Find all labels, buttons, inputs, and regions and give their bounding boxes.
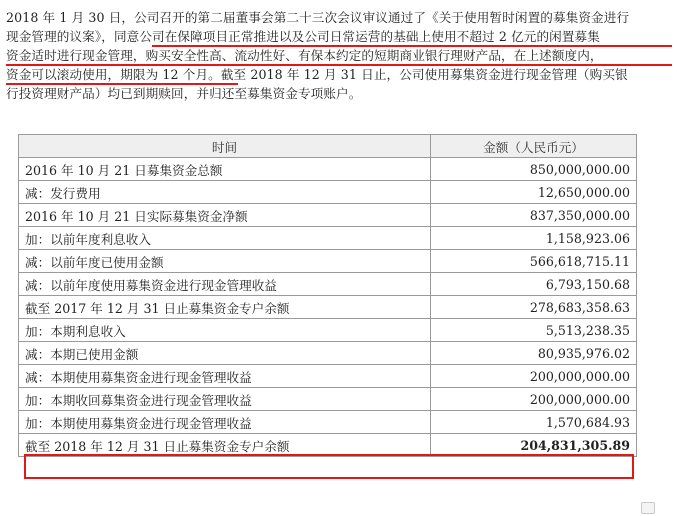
row-label: 截至 2017 年 12 月 31 日止募集资金专户余额 — [19, 296, 431, 319]
row-label: 减：本期已使用金额 — [19, 342, 431, 365]
row-amount: 278,683,358.63 — [431, 296, 637, 319]
paragraph — [6, 8, 674, 103]
row-amount: 6,793,150.68 — [431, 273, 637, 296]
table-row — [19, 388, 637, 411]
row-label: 截至 2018 年 12 月 31 日止募集资金专户余额 — [19, 434, 431, 457]
fund-table — [18, 134, 637, 457]
row-label: 加：本期使用募集资金进行现金管理收益 — [19, 411, 431, 434]
paragraph-line: 资金适时进行现金管理，购买安全性高、流动性好、有保本约定的短期商业银行理财产品，在上述额度内， — [6, 48, 603, 63]
row-label: 2016 年 10 月 21 日实际募集资金净额 — [19, 204, 431, 227]
highlight-box — [24, 454, 634, 479]
row-amount: 1,570,684.93 — [431, 411, 637, 434]
table-header-row — [19, 135, 637, 158]
row-label: 减：本期使用募集资金进行现金管理收益 — [19, 365, 431, 388]
table-row — [19, 204, 637, 227]
table-row — [19, 227, 637, 250]
row-amount: 200,000,000.00 — [431, 365, 637, 388]
row-amount: 200,000,000.00 — [431, 388, 637, 411]
row-label: 加：本期利息收入 — [19, 319, 431, 342]
row-label: 加：以前年度利息收入 — [19, 227, 431, 250]
row-amount: 80,935,976.02 — [431, 342, 637, 365]
row-amount: 12,650,000.00 — [431, 181, 637, 204]
red-underline — [152, 45, 672, 47]
paragraph-line: 2018 年 1 月 30 日，公司召开的第二届董事会第二十三次会议审议通过了《关于使用暂时闲置的募集资金进行 — [6, 10, 630, 25]
row-label: 2016 年 10 月 21 日募集资金总额 — [19, 158, 431, 181]
table-row — [19, 250, 637, 273]
row-amount: 850,000,000.00 — [431, 158, 637, 181]
red-underline — [6, 64, 672, 66]
table-row — [19, 273, 637, 296]
table-row — [19, 296, 637, 319]
row-label: 减：以前年度使用募集资金进行现金管理收益 — [19, 273, 431, 296]
row-label: 减：以前年度已使用金额 — [19, 250, 431, 273]
table-row-highlighted — [19, 411, 637, 434]
table-row — [19, 365, 637, 388]
row-amount: 5,513,238.35 — [431, 319, 637, 342]
row-label: 减：发行费用 — [19, 181, 431, 204]
red-underline — [6, 83, 238, 85]
paragraph-line: 现金管理的议案》，同意公司在保障项目正常推进以及公司日常运营的基础上使用不超过 2 亿元的闲置募集 — [6, 29, 600, 44]
row-label: 加：本期收回募集资金进行现金管理收益 — [19, 388, 431, 411]
paragraph-line: 行投资理财产品）均已到期赎回，并归还至募集资金专项账户。 — [6, 86, 362, 101]
row-amount: 204,831,305.89 — [431, 434, 637, 457]
paragraph-line: 资金可以滚动使用，期限为 12 个月。截至 2018 年 12 月 31 日止，公司使用募集资金进行现金管理（购买银 — [6, 67, 628, 82]
row-amount: 566,618,715.11 — [431, 250, 637, 273]
table-row — [19, 342, 637, 365]
table-row — [19, 319, 637, 342]
header-time: 时间 — [19, 135, 431, 158]
table-row — [19, 181, 637, 204]
row-amount: 1,158,923.06 — [431, 227, 637, 250]
row-amount: 837,350,000.00 — [431, 204, 637, 227]
table-row — [19, 158, 637, 181]
watermark-logo-icon — [641, 502, 655, 514]
header-amount: 金额（人民币元） — [431, 135, 637, 158]
